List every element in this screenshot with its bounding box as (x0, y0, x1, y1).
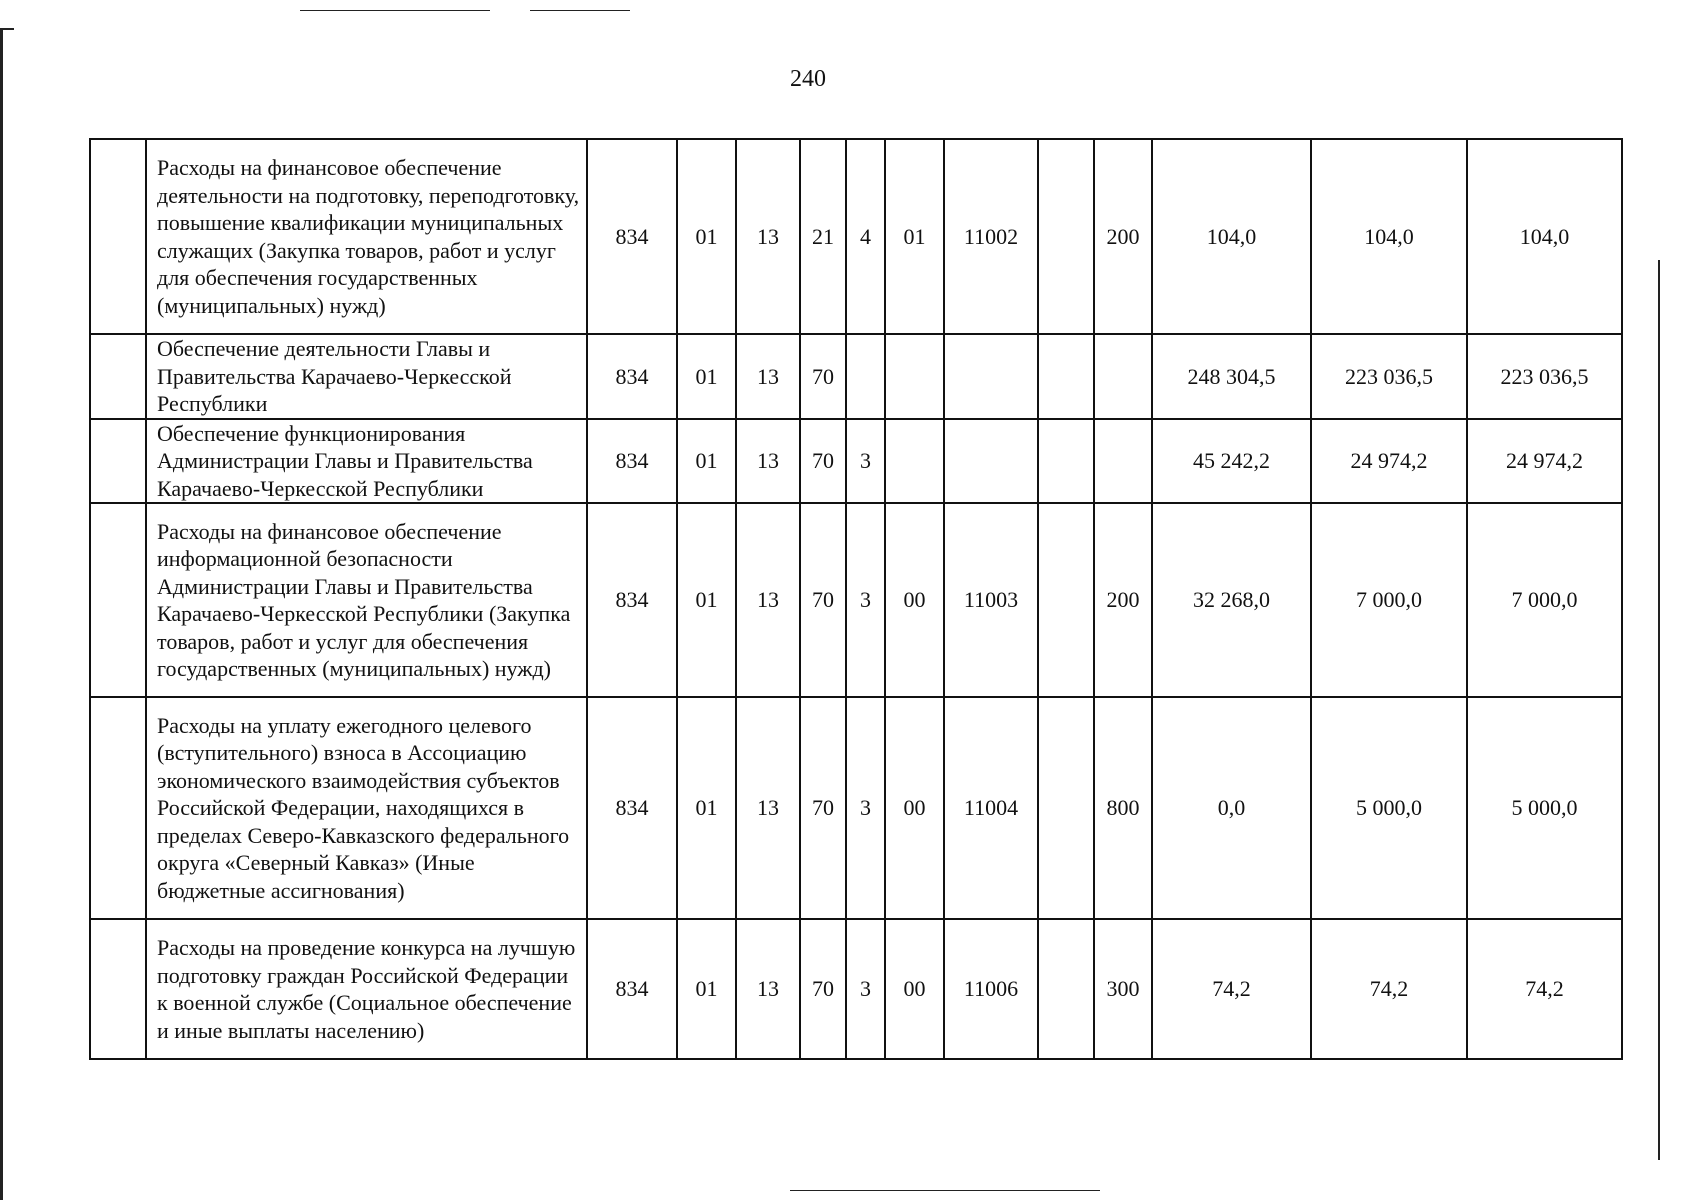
main-event-code: 00 (885, 919, 944, 1059)
direction-code: 11002 (944, 139, 1038, 334)
program-code: 70 (800, 697, 846, 919)
ministry-code: 834 (587, 334, 677, 419)
extra-code (1038, 697, 1094, 919)
table-row (90, 139, 1622, 334)
amount-2: 24 974,2 (1311, 419, 1467, 504)
ministry-code: 834 (587, 139, 677, 334)
table-row (90, 919, 1622, 1059)
scan-border-left (0, 28, 3, 1200)
subprogram-code (846, 334, 885, 419)
scan-border-right (1658, 260, 1660, 1160)
amount-1: 104,0 (1152, 139, 1311, 334)
expense-type-code: 200 (1094, 139, 1152, 334)
extra-code (1038, 139, 1094, 334)
program-code: 70 (800, 919, 846, 1059)
row-description: Расходы на финансовое обеспечение информационной безопасности Администрации Главы и Правительства Карачаево-Черкесской Республики (Закупка товаров, работ и услуг для обеспечения государственных (муниципальных) нужд) (146, 503, 587, 697)
program-code: 70 (800, 419, 846, 504)
subsection-code: 13 (736, 503, 800, 697)
row-number-cell (90, 503, 146, 697)
subsection-code: 13 (736, 919, 800, 1059)
expense-type-code: 300 (1094, 919, 1152, 1059)
subsection-code: 13 (736, 139, 800, 334)
amount-3: 223 036,5 (1467, 334, 1622, 419)
direction-code (944, 419, 1038, 504)
amount-3: 74,2 (1467, 919, 1622, 1059)
direction-code: 11004 (944, 697, 1038, 919)
ministry-code: 834 (587, 419, 677, 504)
amount-1: 45 242,2 (1152, 419, 1311, 504)
subprogram-code: 4 (846, 139, 885, 334)
main-event-code: 00 (885, 503, 944, 697)
table-row (90, 419, 1622, 504)
extra-code (1038, 503, 1094, 697)
direction-code (944, 334, 1038, 419)
main-event-code: 01 (885, 139, 944, 334)
subprogram-code: 3 (846, 919, 885, 1059)
subsection-code: 13 (736, 697, 800, 919)
table-row (90, 697, 1622, 919)
amount-1: 0,0 (1152, 697, 1311, 919)
row-description: Расходы на финансовое обеспечение деятельности на подготовку, переподготовку, повышение квалификации муниципальных служащих (Закупка товаров, работ и услуг для обеспечения государственных (муниципальных) нужд) (146, 139, 587, 334)
row-number-cell (90, 419, 146, 504)
amount-2: 104,0 (1311, 139, 1467, 334)
section-code: 01 (677, 919, 736, 1059)
section-code: 01 (677, 419, 736, 504)
table-row (90, 503, 1622, 697)
ministry-code: 834 (587, 919, 677, 1059)
amount-2: 7 000,0 (1311, 503, 1467, 697)
section-code: 01 (677, 503, 736, 697)
amount-2: 5 000,0 (1311, 697, 1467, 919)
section-code: 01 (677, 334, 736, 419)
section-code: 01 (677, 697, 736, 919)
scan-border-top (0, 28, 14, 30)
subsection-code: 13 (736, 419, 800, 504)
row-description: Расходы на уплату ежегодного целевого (вступительного) взноса в Ассоциацию экономического взаимодействия субъектов Российской Федерации, находящихся в пределах Северо-Кавказского федерального округа «Северный Кавказ» (Иные бюджетные ассигнования) (146, 697, 587, 919)
expense-type-code (1094, 334, 1152, 419)
program-code: 70 (800, 503, 846, 697)
scan-top-dash (530, 10, 630, 11)
row-number-cell (90, 697, 146, 919)
row-description: Обеспечение деятельности Главы и Правительства Карачаево-Черкесской Республики (146, 334, 587, 419)
extra-code (1038, 919, 1094, 1059)
amount-1: 32 268,0 (1152, 503, 1311, 697)
extra-code (1038, 334, 1094, 419)
row-number-cell (90, 334, 146, 419)
section-code: 01 (677, 139, 736, 334)
main-event-code: 00 (885, 697, 944, 919)
scan-top-dash (300, 10, 490, 11)
direction-code: 11003 (944, 503, 1038, 697)
subsection-code: 13 (736, 334, 800, 419)
ministry-code: 834 (587, 503, 677, 697)
amount-3: 7 000,0 (1467, 503, 1622, 697)
page-number: 240 (790, 66, 826, 92)
budget-table (89, 138, 1623, 1060)
extra-code (1038, 419, 1094, 504)
program-code: 70 (800, 334, 846, 419)
amount-2: 74,2 (1311, 919, 1467, 1059)
expense-type-code (1094, 419, 1152, 504)
amount-2: 223 036,5 (1311, 334, 1467, 419)
amount-3: 24 974,2 (1467, 419, 1622, 504)
subprogram-code: 3 (846, 697, 885, 919)
scan-bottom-dash (790, 1190, 1100, 1191)
amount-1: 74,2 (1152, 919, 1311, 1059)
subprogram-code: 3 (846, 503, 885, 697)
expense-type-code: 200 (1094, 503, 1152, 697)
main-event-code (885, 419, 944, 504)
amount-3: 5 000,0 (1467, 697, 1622, 919)
main-event-code (885, 334, 944, 419)
row-description: Расходы на проведение конкурса на лучшую подготовку граждан Российской Федерации к военной службе (Социальное обеспечение и иные выплаты населению) (146, 919, 587, 1059)
row-number-cell (90, 919, 146, 1059)
row-number-cell (90, 139, 146, 334)
ministry-code: 834 (587, 697, 677, 919)
amount-1: 248 304,5 (1152, 334, 1311, 419)
program-code: 21 (800, 139, 846, 334)
direction-code: 11006 (944, 919, 1038, 1059)
subprogram-code: 3 (846, 419, 885, 504)
amount-3: 104,0 (1467, 139, 1622, 334)
row-description: Обеспечение функционирования Администрации Главы и Правительства Карачаево-Черкесской Республики (146, 419, 587, 504)
table-row (90, 334, 1622, 419)
expense-type-code: 800 (1094, 697, 1152, 919)
